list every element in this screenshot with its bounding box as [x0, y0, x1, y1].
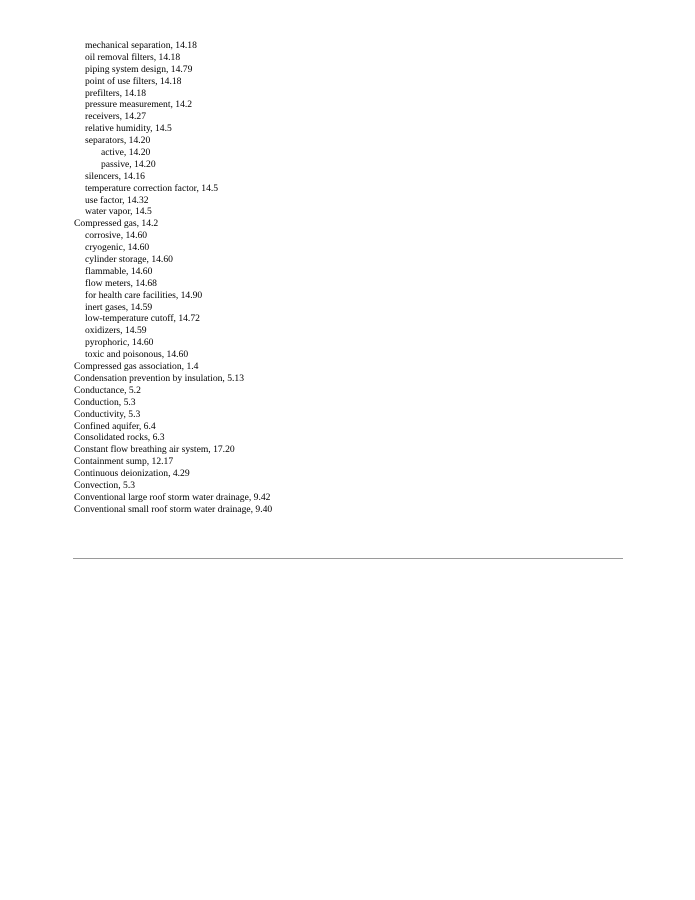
index-entry: Continuous deionization, 4.29	[74, 468, 190, 480]
index-subentry: toxic and poisonous, 14.60	[85, 349, 189, 361]
index-subentry: passive, 14.20	[101, 158, 156, 170]
index-subentry: low-temperature cutoff, 14.72	[85, 313, 200, 325]
index-subentry: pyrophoric, 14.60	[85, 337, 154, 349]
index-entry: Consolidated rocks, 6.3	[74, 432, 165, 444]
index-subentry: for health care facilities, 14.90	[85, 289, 203, 301]
index-subentry: cryogenic, 14.60	[85, 242, 150, 254]
index-subentry: active, 14.20	[101, 147, 151, 159]
index-entry: Conventional large roof storm water drainage, 9.42	[74, 491, 271, 503]
index-entry: Containment sump, 12.17	[74, 456, 174, 468]
index-entry: Convection, 5.3	[74, 479, 136, 491]
index-subentry: oil removal filters, 14.18	[85, 51, 181, 63]
index-subentry: piping system design, 14.79	[85, 63, 193, 75]
index-subentry: cylinder storage, 14.60	[85, 254, 173, 266]
index-entry: Compressed gas, 14.2	[74, 218, 159, 230]
index-entry: Conductance, 5.2	[74, 384, 141, 396]
index-subentry: receivers, 14.27	[85, 111, 147, 123]
index-subentry: temperature correction factor, 14.5	[85, 182, 219, 194]
index-list	[74, 40, 272, 516]
index-subentry: silencers, 14.16	[85, 170, 145, 182]
index-subentry: pressure measurement, 14.2	[85, 99, 193, 111]
index-entry: Condensation prevention by insulation, 5.13	[74, 372, 245, 384]
index-subentry: mechanical separation, 14.18	[85, 40, 197, 51]
index-entry: Conventional small roof storm water drainage, 9.40	[74, 503, 273, 515]
index-subentry: prefilters, 14.18	[85, 87, 147, 99]
index-subentry: water vapor, 14.5	[85, 206, 152, 218]
index-subentry: flammable, 14.60	[85, 265, 153, 277]
index-entry: Confined aquifer, 6.4	[74, 420, 156, 432]
index-subentry: flow meters, 14.68	[85, 277, 157, 289]
index-subentry: relative humidity, 14.5	[85, 123, 172, 135]
index-subentry: inert gases, 14.59	[85, 301, 153, 313]
index-subentry: separators, 14.20	[85, 135, 151, 147]
index-entry: Compressed gas association, 1.4	[74, 361, 199, 373]
index-subentry: point of use filters, 14.18	[85, 75, 182, 87]
index-subentry: use factor, 14.32	[85, 194, 149, 206]
index-subentry: corrosive, 14.60	[85, 230, 148, 242]
index-entry: Conduction, 5.3	[74, 396, 136, 408]
index-subentry: oxidizers, 14.59	[85, 325, 147, 337]
page-divider	[73, 558, 623, 559]
index-entry: Constant flow breathing air system, 17.20	[74, 444, 235, 456]
index-entry: Conductivity, 5.3	[74, 408, 141, 420]
